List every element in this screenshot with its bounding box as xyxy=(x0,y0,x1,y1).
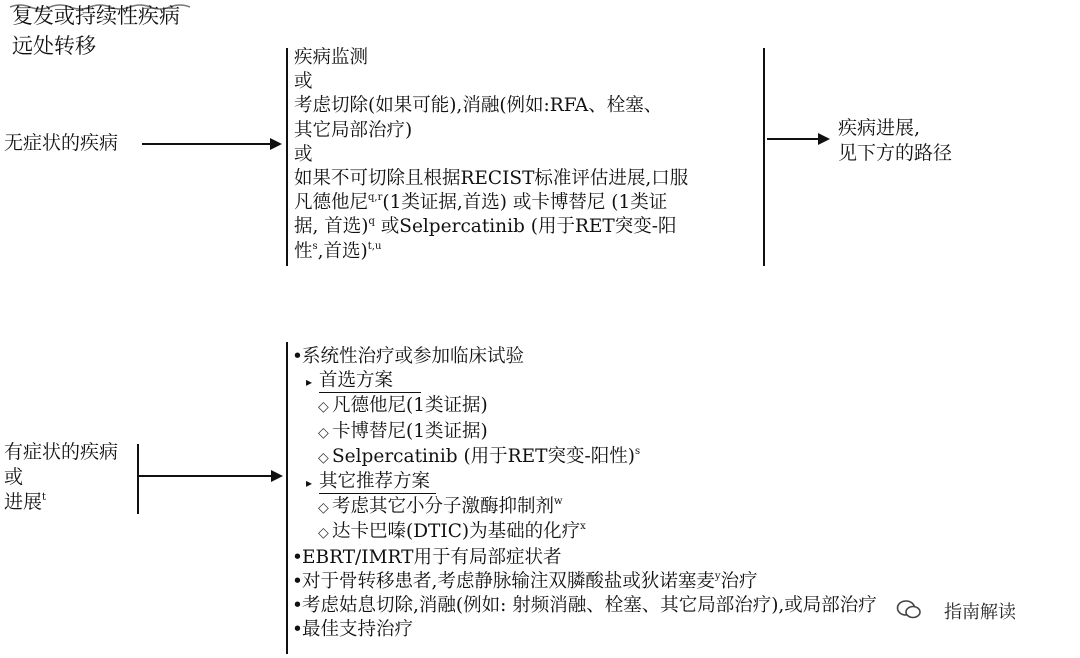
outcome-line-2: 见下方的路径 xyxy=(838,142,953,164)
symptomatic-label-1: 有症状的疾病 xyxy=(4,441,119,463)
asymptomatic-box-text xyxy=(294,46,688,264)
box-line-unresectable: 如果不可切除且根据RECIST标准评估进展,口服 xyxy=(294,168,689,190)
symptomatic-label-bracket xyxy=(137,444,139,514)
symptomatic-box-text xyxy=(292,345,877,642)
box-line-resection: 考虑切除(如果可能),消融(例如:RFA、栓塞、 xyxy=(294,95,663,117)
diamond-icon: ◇ xyxy=(318,424,329,441)
diamond-icon: ◇ xyxy=(318,500,329,517)
asymptomatic-box-right-border xyxy=(763,48,765,266)
box-line-or-2: 或 xyxy=(294,143,313,165)
arrow-symptomatic-line xyxy=(139,475,271,477)
diamond-icon: ◇ xyxy=(318,449,329,466)
preferred-item-vandetanib: ◇ 凡德他尼(1类证据) xyxy=(292,394,877,419)
other-header: ▸ 其它推荐方案 xyxy=(292,470,877,495)
arrow-outcome-head xyxy=(818,133,830,145)
outcome-line-1: 疾病进展, xyxy=(838,117,921,139)
other-item-dtic: ◇ 达卡巴嗪(DTIC)为基础的化疗$^x$ xyxy=(292,520,877,545)
preferred-item-selpercatinib: ◇ Selpercatinib (用于RET突变-阳性)$^s$ xyxy=(292,445,877,470)
header-title: 复发或持续性疾病 xyxy=(12,4,180,28)
arrow-symptomatic-head xyxy=(271,470,283,482)
chat-bubble-icon xyxy=(896,599,922,621)
arrow-asymptomatic-head xyxy=(270,138,282,150)
box-line-cabozantinib: 据, 首选)$^q$ 或Selpercatinib (用于RET突变-阳 xyxy=(294,216,677,238)
diamond-icon: ◇ xyxy=(318,399,329,416)
box-line-surveillance: 疾病监测 xyxy=(294,47,369,68)
box-line-local-therapy: 其它局部治疗) xyxy=(294,119,413,141)
arrow-outcome-line xyxy=(767,138,819,140)
symptomatic-box-left-border xyxy=(286,342,288,654)
box-line-vandetanib: 凡德他尼$^{q,r}$(1类证据,首选) 或卡博替尼 (1类证 xyxy=(294,192,668,214)
box-line-selpercatinib: 性$^s$,首选)$^{t,u}$ xyxy=(294,240,382,262)
box-line-or-1: 或 xyxy=(294,71,313,93)
preferred-header: ▸ 首选方案 xyxy=(292,369,877,394)
other-item-tki: ◇ 考虑其它小分子激酶抑制剂$^w$ xyxy=(292,495,877,520)
asymptomatic-box-left-border xyxy=(286,48,288,266)
watermark-text: 指南解读 xyxy=(944,602,1016,623)
triangle-icon: ▸ xyxy=(306,476,313,491)
item-ebrt: •EBRT/IMRT用于有局部症状者 xyxy=(292,546,562,568)
arrow-asymptomatic-line xyxy=(142,143,270,145)
symptomatic-label-3: 进展$^t$ xyxy=(4,491,47,513)
diamond-icon: ◇ xyxy=(318,525,329,542)
item-palliative: •考虑姑息切除,消融(例如: 射频消融、栓塞、其它局部治疗),或局部治疗 xyxy=(292,595,877,617)
item-bsc: •最佳支持治疗 xyxy=(292,619,414,641)
triangle-icon: ▸ xyxy=(306,375,313,390)
preferred-item-cabozantinib: ◇ 卡博替尼(1类证据) xyxy=(292,420,877,445)
header-subtitle: 远处转移 xyxy=(12,34,96,58)
item-systemic: •系统性治疗或参加临床试验 xyxy=(292,346,525,367)
item-bone: •对于骨转移患者,考虑静脉输注双膦酸盐或狄诺塞麦$^y$治疗 xyxy=(292,570,758,592)
asymptomatic-label: 无症状的疾病 xyxy=(4,132,119,154)
symptomatic-label-2: 或 xyxy=(4,466,24,488)
